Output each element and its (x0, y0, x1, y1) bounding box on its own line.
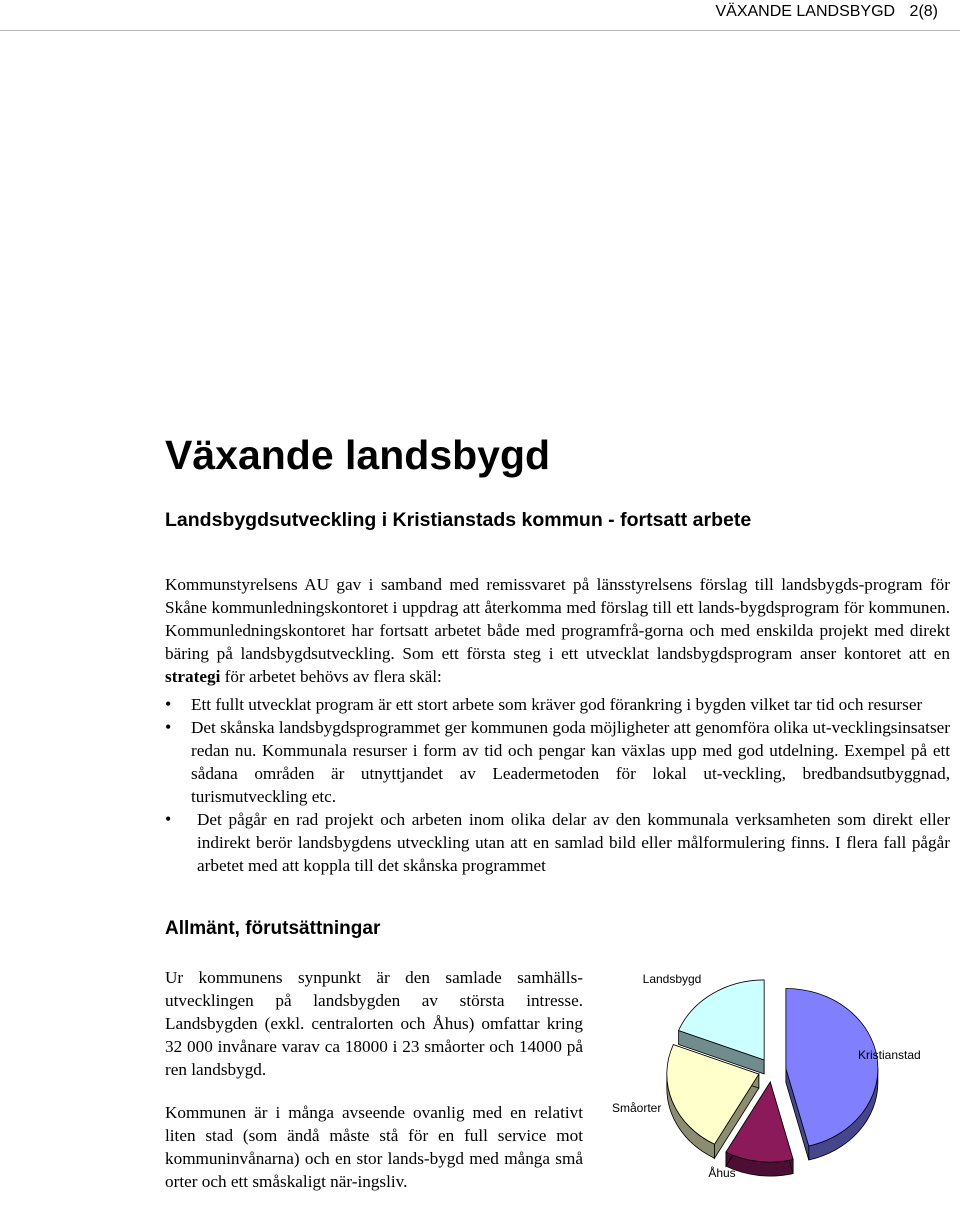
list-item (165, 693, 950, 716)
intro-paragraph (165, 573, 950, 688)
pie-label-åhus: Åhus (708, 1166, 736, 1180)
running-title: VÄXANDE LANDSBYGD (715, 3, 896, 20)
page-number: 2(8) (909, 3, 938, 20)
pie-label-kristianstad: Kristianstad (858, 1048, 921, 1062)
list-item-text: Det pågår en rad projekt och arbeten inom olika delar av den kommunala verksamheten som direkt eller indirekt berör landsbygdens utveckling utan att en samlad bild eller målformulering finns. I flera fall pågår arbetet med att koppla till det skånska programmet (197, 810, 950, 875)
running-header (0, 0, 960, 31)
intro-bold-term: strategi (165, 667, 221, 686)
pie-label-landsbygd: Landsbygd (642, 972, 702, 986)
document-subtitle: Landsbygdsutveckling i Kristianstads kommun - fortsatt arbete (165, 509, 752, 531)
pie-slice-kristianstad (786, 988, 878, 1159)
bullet-icon: • (165, 717, 172, 737)
body-paragraph-1: Ur kommunens synpunkt är den samlade samhälls-utvecklingen på landsbygden av största intresse. Landsbygden (exkl. centralorten och Åhus) omfattar kring 32 000 invånare varav ca 18000 i 23 småorter och 14000 på ren landsbygd. (165, 968, 583, 1079)
bullet-icon: • (165, 694, 172, 714)
bullet-icon: • (165, 809, 172, 829)
pie-label-småorter: Småorter (612, 1101, 662, 1115)
list-item (165, 808, 950, 877)
intro-text-end: för arbetet behövs av flera skäl: (220, 667, 442, 686)
body-paragraph-2: Kommunen är i många avseende ovanlig med en relativt liten stad (som ändå måste stå för en full service mot kommuninvånarna) och en stor lands-bygd med många små orter och ett småskaligt när-ingsliv. (165, 1103, 583, 1191)
list-item-text: Ett fullt utvecklat program är ett stort arbete som kräver god förankring i bygden vilket tar tid och resurser (191, 695, 923, 714)
reasons-list (165, 693, 950, 877)
list-item (165, 716, 950, 808)
list-item-text: Det skånska landsbygdsprogrammet ger kommunen goda möjligheter att genomföra olika ut-vecklingsinsatser redan nu. Kommunala resurser i form av tid och pengar kan växlas upp med god utdelning. Exempel på ett sådana områden är utnyttjandet av Leadermetoden för lokal ut-veckling, bredbandsutbyggnad, turismutveckling etc. (191, 718, 950, 806)
document-title: Växande landsbygd (165, 432, 551, 478)
population-pie-chart (600, 960, 950, 1200)
section-heading: Allmänt, förutsättningar (165, 918, 381, 939)
intro-text-start: Kommunstyrelsens AU gav i samband med remissvaret på länsstyrelsens förslag till landsbygds-program för Skåne kommunledningskontoret i uppdrag att återkomma med förslag till ett lands-bygdsprogram för kommunen. Kommunledningskontoret har fortsatt arbetet både med programfrå-gorna och med enskilda projekt med direkt bäring på landsbygdsutveckling. Som ett första steg i ett utvecklat landsbygdsprogram anser kontoret att en (165, 575, 950, 663)
